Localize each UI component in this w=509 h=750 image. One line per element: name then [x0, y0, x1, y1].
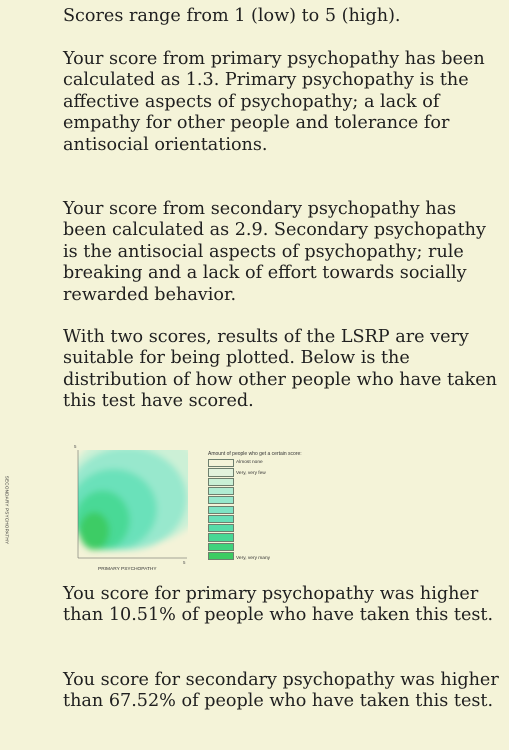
- secondary-percentile-text: You score for secondary psychopathy was higher than 67.52% of people who have taken this test.: [63, 670, 499, 712]
- y-tick-label: 5: [74, 444, 77, 449]
- legend-second-label: Very, very few: [236, 471, 266, 476]
- legend-title: Amount of people who get a certain score:: [208, 451, 302, 457]
- legend-swatch: [208, 552, 234, 560]
- plot-intro-text: With two scores, results of the LSRP are very suitable for being plotted. Below is the distribution of how other people who have taken this test have scored.: [63, 327, 497, 412]
- legend-low-label: Almost none: [236, 460, 263, 465]
- legend-swatch: [208, 478, 234, 486]
- legend-swatch: [208, 496, 234, 504]
- score-range-text: Scores range from 1 (low) to 5 (high).: [63, 6, 401, 26]
- legend-swatch: [208, 543, 234, 551]
- x-axis-label: PRIMARY PSYCHOPATHY: [98, 567, 157, 572]
- legend-swatch: [208, 487, 234, 495]
- legend-swatch: [208, 506, 234, 514]
- secondary-score-text: Your score from secondary psychopathy has been calculated as 2.9. Secondary psychopathy is the antisocial aspects of psychopathy; rule breaking and a lack of effort towards socially rewarded behavior.: [63, 199, 486, 305]
- legend-swatch: [208, 533, 234, 541]
- primary-percentile-text: You score for primary psychopathy was higher than 10.51% of people who have taken this test.: [63, 584, 494, 626]
- legend-swatch: [208, 515, 234, 523]
- y-axis-label-text: SECONDARY PSYCHOPATHY: [4, 475, 10, 545]
- legend-swatch: [208, 459, 234, 467]
- legend-high-label: Very, very many: [236, 556, 271, 561]
- density-region-4: [79, 512, 109, 550]
- legend-swatch: [208, 468, 234, 476]
- legend-swatch: [208, 524, 234, 532]
- x-tick-label: 5: [183, 560, 186, 565]
- primary-score-text: Your score from primary psychopathy has been calculated as 1.3. Primary psychopathy is the affective aspects of psychopathy; a lack of empathy for other people and tolerance for antisocial orientations.: [63, 49, 485, 155]
- y-axis-label: [0, 470, 14, 550]
